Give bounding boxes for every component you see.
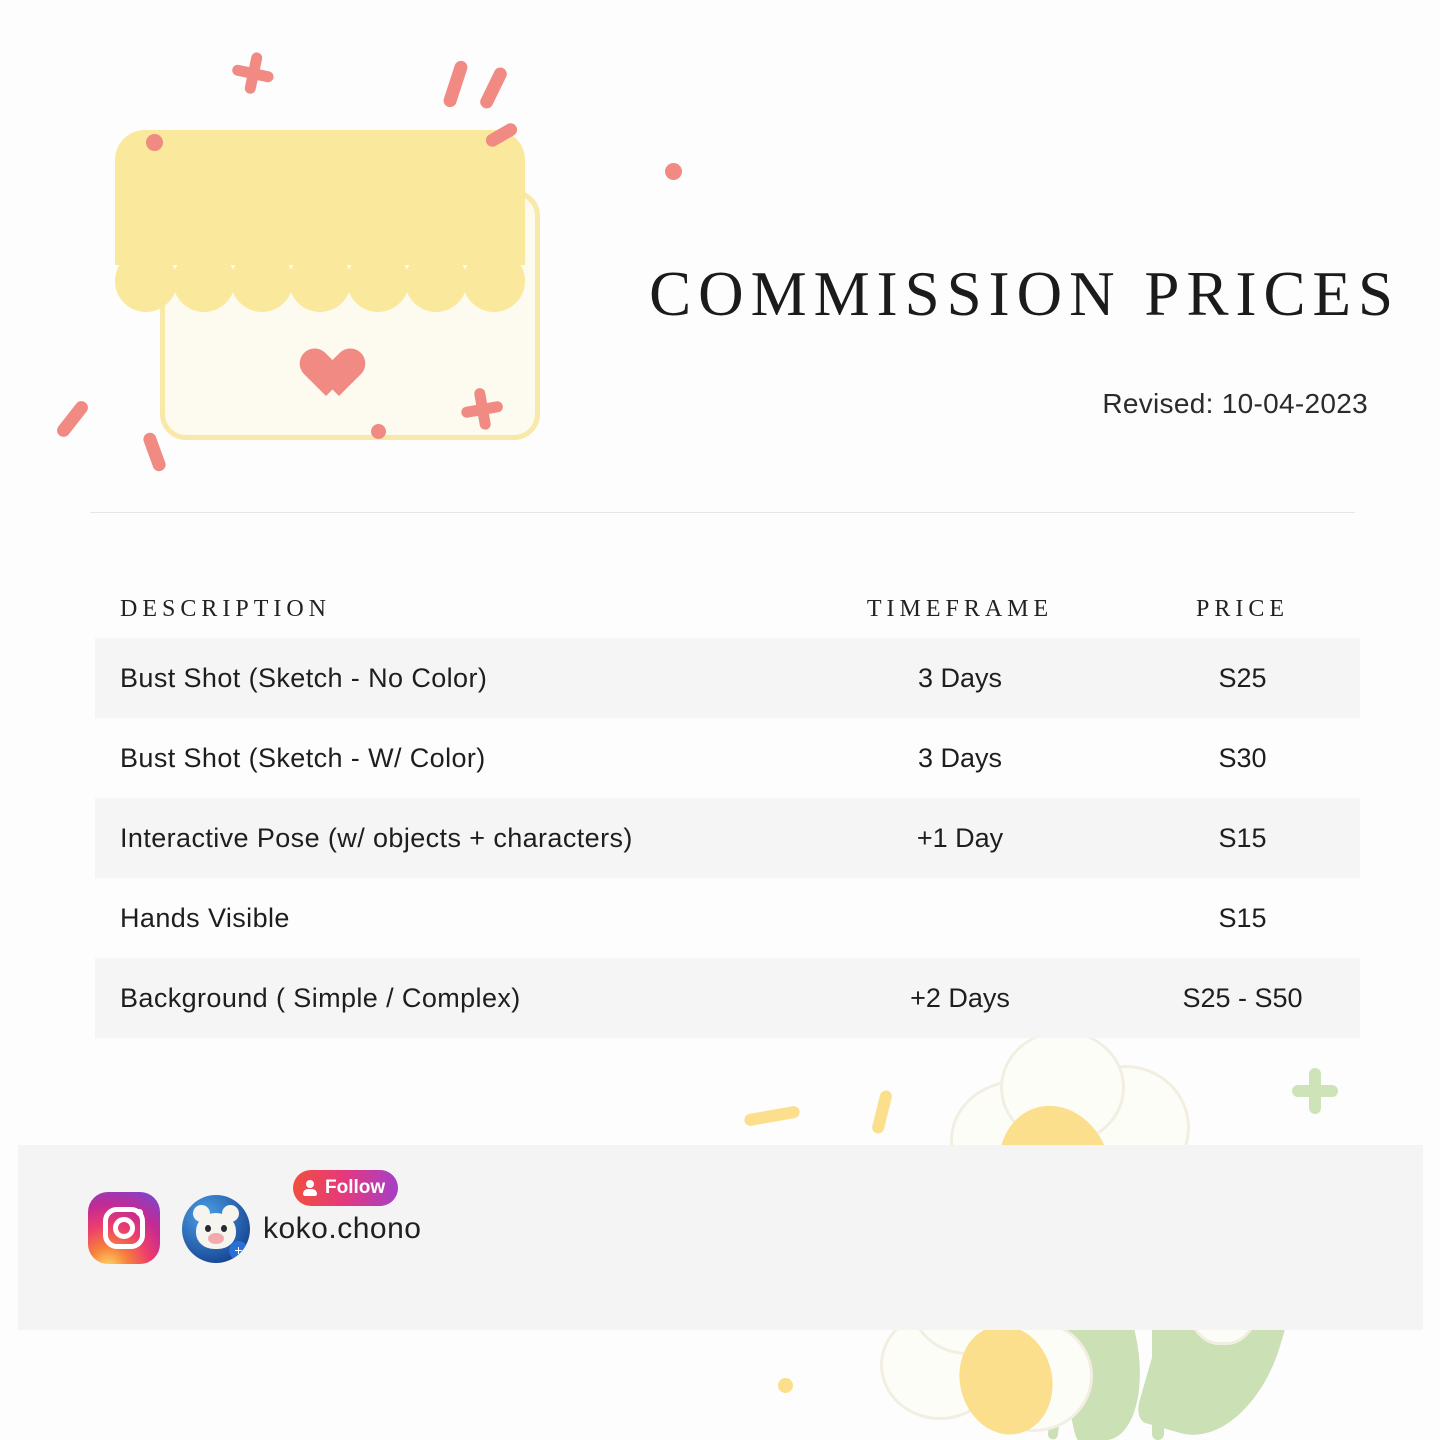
cell-description: Bust Shot (Sketch - No Color) [120, 662, 488, 693]
dash-mark [484, 121, 520, 149]
cell-timeframe: 3 Days [917, 662, 1003, 693]
envelope-scallop-edge [115, 250, 525, 310]
dot-mark [146, 134, 163, 151]
table-row [95, 798, 1360, 878]
envelope-body [160, 190, 540, 440]
avatar-add-badge: + [229, 1241, 248, 1260]
envelope-flap [115, 130, 525, 265]
avatar-eye-right [221, 1225, 227, 1232]
follow-button[interactable] [293, 1170, 398, 1206]
cell-description: Interactive Pose (w/ objects + characters) [120, 822, 633, 853]
page-title: COMMISSION PRICES [649, 259, 1400, 329]
dot-mark [665, 163, 682, 180]
person-add-icon [303, 1180, 319, 1196]
avatar[interactable] [182, 1195, 250, 1263]
price-table [95, 580, 1360, 1038]
revised-date: Revised: 10-04-2023 [1102, 388, 1368, 419]
table-row [95, 958, 1360, 1038]
plus-mark [228, 48, 278, 98]
table-header-row [95, 580, 1360, 638]
avatar-snout [208, 1233, 224, 1244]
plus-mark [458, 385, 507, 434]
instagram-icon[interactable] [88, 1192, 160, 1264]
instagram-icon-lens [113, 1217, 135, 1239]
avatar-eye-left [205, 1225, 211, 1232]
dash-mark [54, 398, 90, 439]
table-row [95, 718, 1360, 798]
cell-price: S30 [1218, 742, 1267, 773]
dash-mark [142, 431, 168, 473]
cell-timeframe: +2 Days [910, 982, 1010, 1013]
instagram-icon-dot [136, 1209, 143, 1216]
divider [90, 512, 1355, 513]
dot-mark [371, 424, 386, 439]
cell-price: S25 - S50 [1182, 982, 1303, 1013]
dash-mark [478, 65, 509, 110]
cell-price: S15 [1218, 822, 1267, 853]
column-header-description: DESCRIPTION [120, 595, 332, 622]
column-header-price: PRICE [1195, 595, 1289, 622]
cell-description: Background ( Simple / Complex) [120, 982, 521, 1013]
account-handle: koko.chono [263, 1212, 422, 1245]
table-row [95, 638, 1360, 718]
envelope-illustration [55, 110, 525, 470]
cell-timeframe: 3 Days [917, 742, 1003, 773]
table-row [95, 878, 1360, 958]
dash-mark [442, 59, 469, 109]
follow-button-label: Follow [325, 1177, 386, 1198]
cell-description: Hands Visible [120, 902, 290, 933]
heart-icon [313, 350, 369, 402]
cell-price: S15 [1218, 902, 1267, 933]
column-header-timeframe: TIMEFRAME [866, 595, 1054, 622]
cell-timeframe: +1 Day [916, 822, 1004, 853]
cell-description: Bust Shot (Sketch - W/ Color) [120, 742, 486, 773]
cell-price: S25 [1218, 662, 1267, 693]
